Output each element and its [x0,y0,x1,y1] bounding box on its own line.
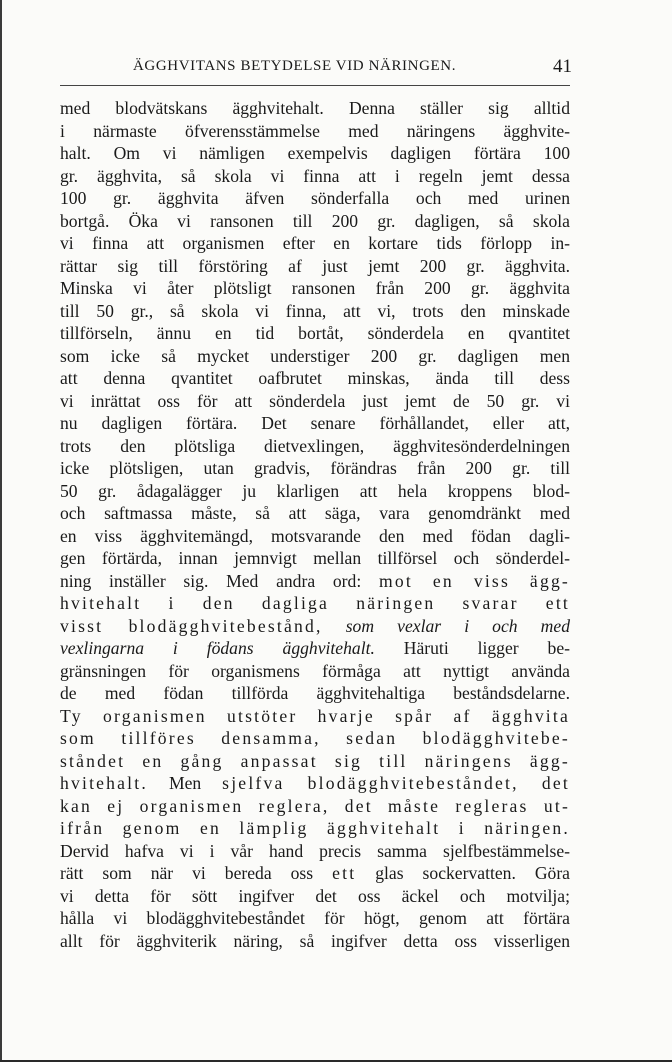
text-run: vi finna att organismen efter en kortare tids förlopp in- [60,233,570,253]
text-line [60,862,570,885]
italic-text-run: vexlingarna i födans ägghvitehalt. [60,638,375,658]
text-run: gen förtärda, innan jemnvigt mellan tillförsel och sönderdel- [60,548,570,568]
text-run: att denna qvantitet oafbrutet minskas, ända till dess [60,368,570,388]
text-run: tillförseln, ännu en tid bortåt, sönderdela en qvantitet [60,323,570,343]
spaced-text-run: Ty organismen utstöter hvarje spår af ägghvita [60,705,570,726]
text-run: Men [147,773,223,793]
text-run: rätt som när vi bereda oss [60,863,333,883]
spaced-text-run: visst blodägghvitebestånd, [60,615,323,636]
text-run: 100 gr. ägghvita äfven sönderfalla och med urinen [60,188,570,208]
text-line [60,930,570,953]
text-run: vi detta för sött ingifver det oss äckel och motvilja; [60,885,570,906]
text-line [60,885,570,908]
spaced-text-run: mot en viss ägg- [378,570,570,591]
text-line [60,142,570,165]
spaced-text-run: ett [332,863,357,883]
text-line [60,907,570,930]
text-line [60,502,570,525]
text-line [60,637,570,660]
text-line [60,705,570,728]
page-left-edge [0,0,2,1062]
text-line [60,795,570,818]
text-line [60,772,570,795]
text-line [60,660,570,683]
spaced-text-run: kan ej organismen reglera, det måste regleras ut- [60,795,570,816]
text-line [60,300,570,323]
text-line [60,367,570,390]
text-run: trots den plötsliga dietvexlingen, ägghvitesönderdelningen [60,435,570,456]
text-run: i närmaste öfverensstämmelse med näringens ägghvite- [60,120,570,141]
text-line [60,817,570,840]
text-line [60,390,570,413]
text-line [60,187,570,210]
text-line [60,480,570,503]
text-run: de med födan tillförda ägghvitehaltiga beståndsdelarne. [60,683,570,703]
text-run: Minska vi åter plötsligt ransonen från 200 gr. ägghvita [60,278,570,298]
text-run: hålla vi blodägghvitebeståndet för högt, genom att förtära [60,908,570,928]
page-number: 41 [553,56,572,77]
running-header [60,58,572,84]
text-run: nu dagligen förtära. Det senare förhållandet, eller att, [60,413,570,433]
text-line [60,525,570,548]
text-run: gr. ägghvita, så skola vi finna att i regeln jemt dessa [60,165,570,186]
text-line [60,435,570,458]
spaced-text-run: som tillföres densamma, sedan blodägghvitebe- [60,728,570,748]
text-run: halt. Om vi nämligen exempelvis dagligen förtära 100 [60,143,570,163]
text-run: med blodvätskans ägghvitehalt. Denna ställer sig alltid [60,98,570,118]
text-line [60,615,570,638]
text-run: gränsningen för organismens förmåga att nyttigt använda [60,660,570,681]
text-run: vi inrättat oss för att sönderdela just jemt de 50 gr. vi [60,390,570,411]
running-header-title: ÄGGHVITANS BETYDELSE VID NÄRINGEN. [133,58,457,74]
text-line [60,457,570,480]
text-run: bortgå. Öka vi ransonen till 200 gr. dagligen, så skola [60,210,570,231]
text-run: Häruti ligger be- [374,638,570,658]
text-line [60,727,570,750]
text-line [60,750,570,773]
text-line [60,592,570,615]
text-run: 50 gr. ådagalägger ju klarligen att hela kroppens blod- [60,480,570,501]
text-line [60,210,570,233]
text-line [60,232,570,255]
text-line [60,97,570,120]
text-line [60,345,570,368]
text-line [60,277,570,300]
text-line [60,682,570,705]
text-line [60,255,570,278]
text-line [60,322,570,345]
text-run: Dervid hafva vi i vår hand precis samma sjelfbestämmelse- [60,840,570,861]
spaced-text-run: hvitehalt i den dagliga näringen svarar ett [60,593,570,613]
text-line [60,840,570,863]
text-run: ning inställer sig. Med andra ord: [60,570,379,591]
text-line [60,165,570,188]
spaced-text-run: hvitehalt. [60,773,148,793]
body-text [60,97,570,952]
spaced-text-run: ståndet en gång anpassat sig till näringens ägg- [60,750,570,771]
text-run: allt för ägghviterik näring, så ingifver detta oss visserligen [60,930,570,951]
text-line [60,547,570,570]
text-run: en viss ägghvitemängd, motsvarande den med födan dagli- [60,525,570,546]
text-run: och saftmassa måste, så att säga, vara genomdränkt med [60,503,570,523]
text-run: rättar sig till förstöring af just jemt 200 gr. ägghvita. [60,255,570,276]
text-line [60,120,570,143]
italic-text-run: som vexlar i och med [345,615,570,636]
text-line [60,570,570,593]
text-run: glas sockervatten. Göra [356,863,570,883]
text-run [323,616,346,636]
spaced-text-run: sjelfva blodägghvitebeståndet, det [222,773,571,793]
text-run: som icke så mycket understiger 200 gr. dagligen men [60,345,570,366]
text-run: icke plötsligen, utan gradvis, förändras från 200 gr. till [60,458,570,478]
spaced-text-run: ifrån genom en lämplig ägghvitehalt i näringen. [60,818,570,838]
text-line [60,412,570,435]
header-rule [60,85,570,86]
text-run: till 50 gr., så skola vi finna, att vi, trots den minskade [60,300,570,321]
